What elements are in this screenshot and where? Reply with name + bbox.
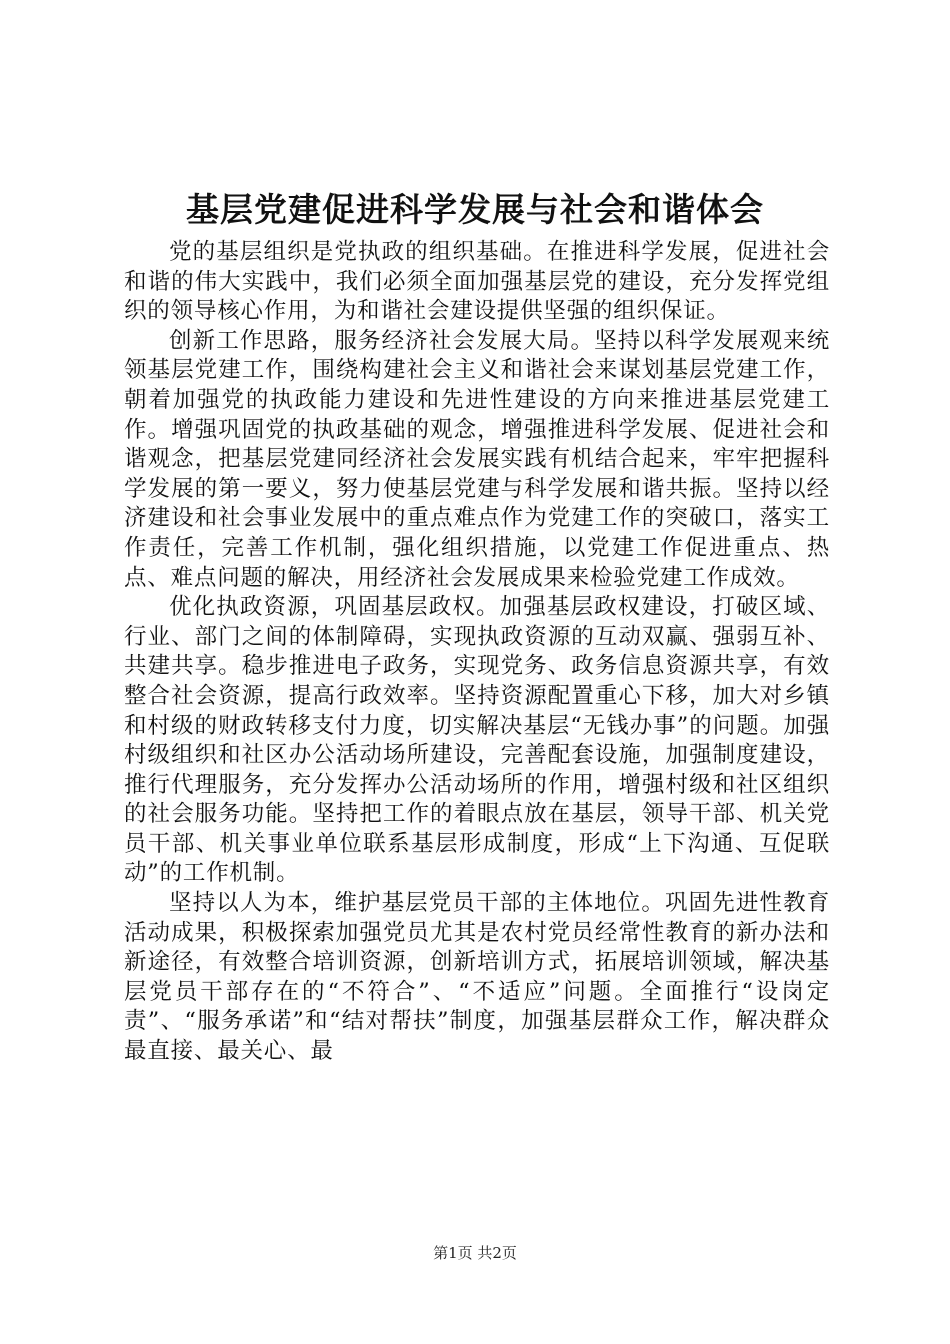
paragraph-2: 创新工作思路，服务经济社会发展大局。坚持以科学发展观来统领基层党建工作，围绕构建社会主义和谐社会来谋划基层党建工作，朝着加强党的执政能力建设和先进性建设的方向来推进基层党建工作。增强巩固党的执政基础的观念，增强推进科学发展、促进社会和谐观念，把基层党建同经济社会发展实践有机结合起来，牢牢把握科学发展的第一要义，努力使基层党建与科学发展和谐共振。坚持以经济建设和社会事业发展中的重点难点作为党建工作的突破口，落实工作责任，完善工作机制，强化组织措施，以党建工作促进重点、热点、难点问题的解决，用经济社会发展成果来检验党建工作成效。 xyxy=(124,327,830,591)
document-body xyxy=(124,238,830,1096)
document-title: 基层党建促进科学发展与社会和谐体会 xyxy=(186,190,764,229)
paragraph-4: 坚持以人为本，维护基层党员干部的主体地位。巩固先进性教育活动成果，积极探索加强党员尤其是农村党员经常性教育的新办法和新途径，有效整合培训资源，创新培训方式，拓展培训领域，解决基层党员干部存在的“不符合”、“不适应”问题。全面推行“设岗定责”、“服务承诺”和“结对帮扶”制度，加强基层群众工作，解决群众最直接、最关心、最 xyxy=(124,890,830,1065)
page-number-footer: 第1页 共2页 xyxy=(433,1244,517,1262)
paragraph-1: 党的基层组织是党执政的组织基础。在推进科学发展，促进社会和谐的伟大实践中，我们必须全面加强基层党的建设，充分发挥党组织的领导核心作用，为和谐社会建设提供坚强的组织保证。 xyxy=(124,239,830,325)
paragraph-3: 优化执政资源，巩固基层政权。加强基层政权建设，打破区域、行业、部门之间的体制障碍，实现执政资源的互动双赢、强弱互补、共建共享。稳步推进电子政务，实现党务、政务信息资源共享，有效整合社会资源，提高行政效率。坚持资源配置重心下移，加大对乡镇和村级的财政转移支付力度，切实解决基层“无钱办事”的问题。加强村级组织和社区办公活动场所建设，完善配套设施，加强制度建设，推行代理服务，充分发挥办公活动场所的作用，增强村级和社区组织的社会服务功能。坚持把工作的着眼点放在基层，领导干部、机关党员干部、机关事业单位联系基层形成制度，形成“上下沟通、互促联动”的工作机制。 xyxy=(124,594,830,887)
